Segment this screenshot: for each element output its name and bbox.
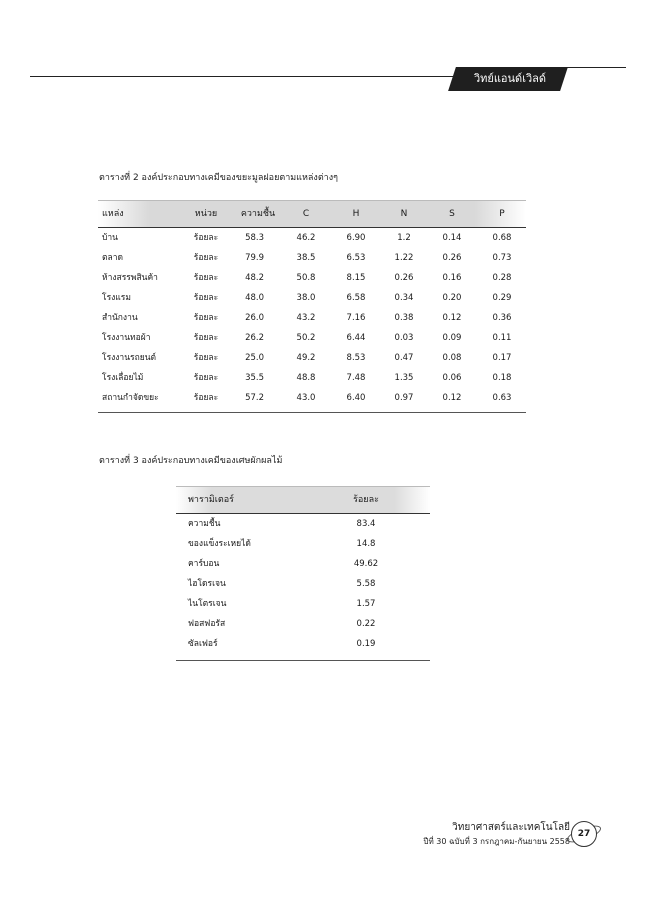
table-cell: 0.97 bbox=[394, 393, 414, 403]
table-cell: ไฮโดรเจน bbox=[188, 579, 226, 589]
table-cell: ร้อยละ bbox=[193, 313, 219, 323]
table2-header-cell: P bbox=[499, 209, 505, 219]
table-cell: 0.17 bbox=[492, 353, 512, 363]
table-cell: 6.40 bbox=[346, 393, 366, 403]
table-cell: 0.47 bbox=[394, 353, 414, 363]
table2-caption: ตารางที่ 2 องค์ประกอบทางเคมีของขยะมูลฝอยตามแหล่งต่างๆ bbox=[99, 173, 338, 183]
table-cell: โรงเลื่อยไม้ bbox=[102, 373, 144, 383]
table2-header-cell: C bbox=[302, 209, 310, 219]
table-cell: 6.53 bbox=[346, 253, 366, 263]
table3-header-cell: พารามิเตอร์ bbox=[188, 495, 234, 505]
table-row bbox=[176, 554, 430, 574]
table-cell: คาร์บอน bbox=[188, 559, 220, 569]
table-cell: 1.22 bbox=[394, 253, 414, 263]
table3-caption: ตารางที่ 3 องค์ประกอบทางเคมีของเศษผักผลไม้ bbox=[99, 456, 283, 466]
table-cell: 48.0 bbox=[245, 293, 264, 303]
table-cell: ร้อยละ bbox=[193, 333, 219, 343]
table-row bbox=[176, 574, 430, 594]
table-cell: 0.68 bbox=[492, 233, 512, 243]
table-cell: 0.09 bbox=[442, 333, 462, 343]
table-cell: 5.58 bbox=[356, 579, 376, 589]
table-row bbox=[98, 268, 526, 288]
table-cell: ร้อยละ bbox=[193, 253, 219, 263]
table-cell: โรงงานรถยนต์ bbox=[102, 353, 157, 363]
table-cell: โรงแรม bbox=[102, 293, 131, 303]
table-cell: 6.58 bbox=[346, 293, 366, 303]
table3 bbox=[176, 486, 430, 661]
journal-issue: ปีที่ 30 ฉบับที่ 3 กรกฎาคม-กันยายน 2558 bbox=[423, 837, 570, 846]
table-cell: สถานกำจัดขยะ bbox=[102, 393, 159, 403]
table-cell: 0.18 bbox=[492, 373, 512, 383]
table-cell: 83.4 bbox=[356, 519, 376, 529]
table-cell: ความชื้น bbox=[188, 519, 221, 529]
table-cell: 0.28 bbox=[492, 273, 512, 283]
table2-header-row bbox=[98, 200, 526, 228]
table-cell: ร้อยละ bbox=[193, 233, 219, 243]
table-cell: 58.3 bbox=[245, 233, 264, 243]
table-cell: 43.2 bbox=[296, 313, 316, 323]
table-cell: 0.16 bbox=[442, 273, 462, 283]
header-rule-right bbox=[560, 67, 626, 68]
table-row bbox=[98, 388, 526, 408]
table-cell: 0.22 bbox=[356, 619, 376, 629]
table-cell: 48.2 bbox=[245, 273, 264, 283]
table-cell: ร้อยละ bbox=[193, 293, 219, 303]
table3-header-row bbox=[176, 486, 430, 514]
table2-header-cell: ความชื้น bbox=[240, 209, 276, 219]
table-cell: 0.12 bbox=[442, 313, 462, 323]
table-cell: ร้อยละ bbox=[193, 353, 219, 363]
table-cell: 50.8 bbox=[296, 273, 316, 283]
table-cell: 50.2 bbox=[296, 333, 316, 343]
table-cell: ตลาด bbox=[102, 253, 124, 263]
header-rule bbox=[30, 76, 470, 77]
table2-header-cell: S bbox=[449, 209, 455, 219]
table-cell: 38.5 bbox=[296, 253, 316, 263]
table-cell: 6.90 bbox=[346, 233, 366, 243]
table-row bbox=[98, 308, 526, 328]
table-cell: 0.19 bbox=[356, 639, 376, 649]
table-row bbox=[176, 594, 430, 614]
table-cell: 6.44 bbox=[346, 333, 366, 343]
table2 bbox=[98, 200, 526, 413]
table-cell: 25.0 bbox=[245, 353, 264, 363]
table2-header-cell: H bbox=[352, 209, 360, 219]
table-cell: บ้าน bbox=[102, 233, 118, 243]
table-cell: 46.2 bbox=[296, 233, 316, 243]
table-row bbox=[98, 228, 526, 248]
table-row bbox=[176, 634, 430, 654]
table2-bottom-rule bbox=[98, 408, 526, 413]
table-row bbox=[98, 328, 526, 348]
table-cell: 43.0 bbox=[296, 393, 316, 403]
table-cell: 49.62 bbox=[353, 559, 379, 569]
table-cell: 49.2 bbox=[296, 353, 316, 363]
table2-header-cell: แหล่ง bbox=[102, 209, 124, 219]
table-cell: ร้อยละ bbox=[193, 393, 219, 403]
table-cell: ของแข็งระเหยได้ bbox=[188, 539, 251, 549]
table-cell: 8.15 bbox=[346, 273, 366, 283]
table-cell: 38.0 bbox=[296, 293, 316, 303]
table-cell: 0.06 bbox=[442, 373, 462, 383]
table-cell: 0.08 bbox=[442, 353, 462, 363]
table-row bbox=[98, 248, 526, 268]
table-row bbox=[98, 348, 526, 368]
table3-body bbox=[176, 514, 430, 654]
table-row bbox=[176, 514, 430, 534]
page-number: 27 bbox=[577, 829, 591, 839]
table-row bbox=[176, 534, 430, 554]
table-cell: ซัลเฟอร์ bbox=[188, 639, 218, 649]
section-banner-label: วิทย์แอนด์เวิลด์ bbox=[473, 72, 547, 85]
table-cell: 26.0 bbox=[245, 313, 264, 323]
table2-header-cell: N bbox=[400, 209, 408, 219]
table-cell: 0.12 bbox=[442, 393, 462, 403]
table3-header-cell: ร้อยละ bbox=[353, 495, 379, 505]
table2-body bbox=[98, 228, 526, 408]
table-cell: 48.8 bbox=[296, 373, 316, 383]
table-cell: 1.57 bbox=[356, 599, 376, 609]
table-row bbox=[176, 614, 430, 634]
table-cell: 0.73 bbox=[492, 253, 512, 263]
table-cell: 14.8 bbox=[356, 539, 376, 549]
table-cell: 8.53 bbox=[346, 353, 366, 363]
table-cell: 0.34 bbox=[394, 293, 414, 303]
table-cell: 0.20 bbox=[442, 293, 462, 303]
table-cell: 35.5 bbox=[245, 373, 264, 383]
table-cell: 0.63 bbox=[492, 393, 512, 403]
table-cell: 26.2 bbox=[245, 333, 264, 343]
table-cell: 57.2 bbox=[245, 393, 264, 403]
journal-title: วิทยาศาสตร์และเทคโนโลยี bbox=[452, 822, 570, 833]
table-cell: ห้างสรรพสินค้า bbox=[102, 273, 158, 283]
table-cell: ร้อยละ bbox=[193, 273, 219, 283]
table-cell: ฟอสฟอรัส bbox=[188, 619, 226, 629]
table-cell: สำนักงาน bbox=[102, 313, 138, 323]
table-cell: 0.14 bbox=[442, 233, 462, 243]
table-cell: ร้อยละ bbox=[193, 373, 219, 383]
table-row bbox=[98, 288, 526, 308]
table-cell: 0.26 bbox=[442, 253, 462, 263]
table-cell: 7.16 bbox=[346, 313, 366, 323]
table-cell: 1.35 bbox=[394, 373, 414, 383]
table-cell: 0.26 bbox=[394, 273, 414, 283]
table-cell: 7.48 bbox=[346, 373, 366, 383]
table3-bottom-rule bbox=[176, 654, 430, 661]
table-cell: ไนโตรเจน bbox=[188, 599, 227, 609]
table-cell: 0.29 bbox=[492, 293, 512, 303]
table-cell: 0.36 bbox=[492, 313, 512, 323]
table-cell: 0.38 bbox=[394, 313, 414, 323]
table-cell: 0.03 bbox=[394, 333, 414, 343]
table-row bbox=[98, 368, 526, 388]
table-cell: 79.9 bbox=[245, 253, 264, 263]
table-cell: โรงงานทอผ้า bbox=[102, 333, 151, 343]
table-cell: 1.2 bbox=[397, 233, 411, 243]
table2-header-cell: หน่วย bbox=[194, 209, 218, 219]
table-cell: 0.11 bbox=[492, 333, 512, 343]
